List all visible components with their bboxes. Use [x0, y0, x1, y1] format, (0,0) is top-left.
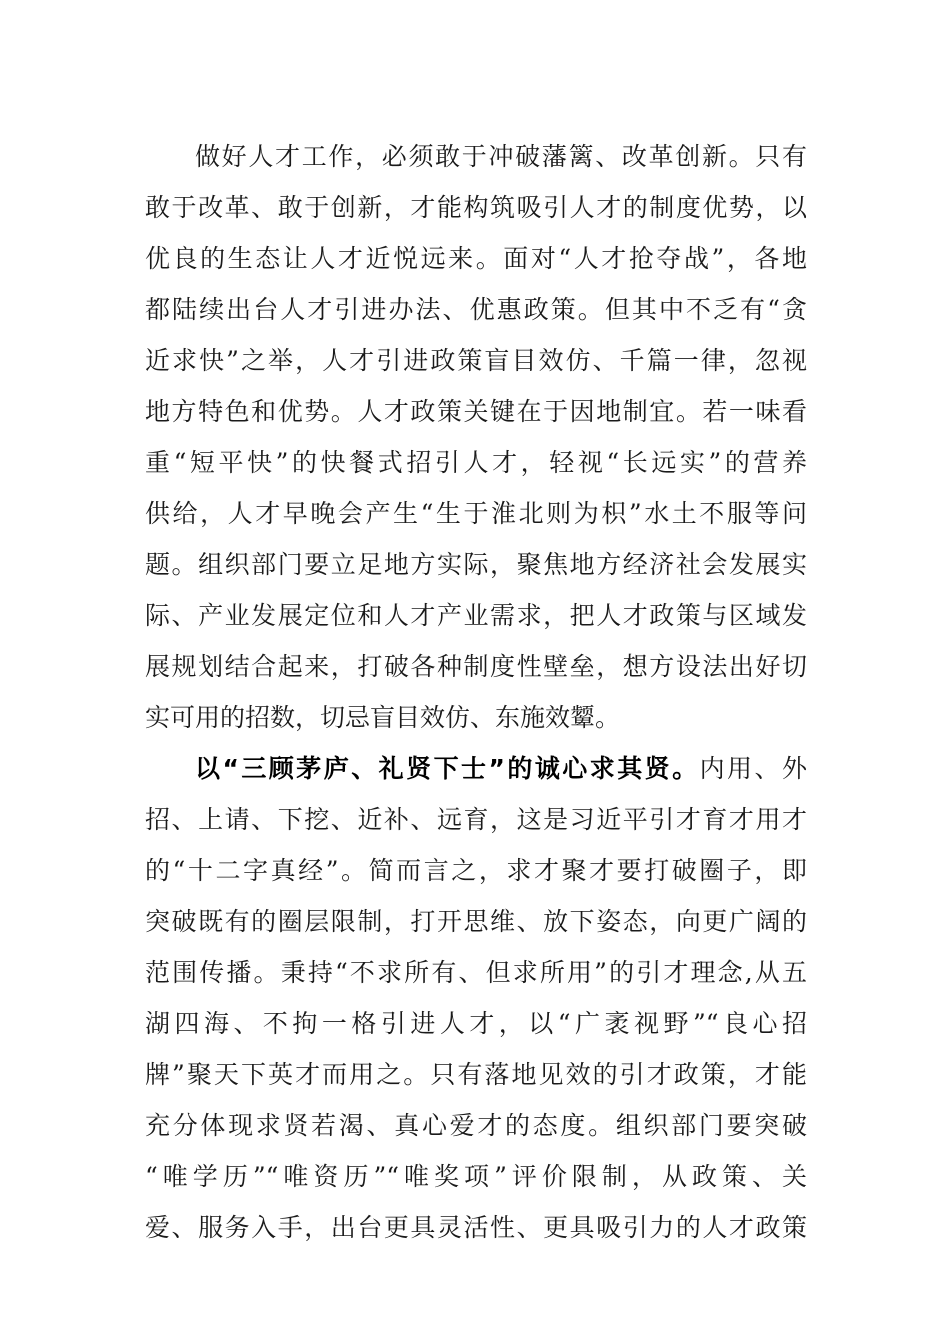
paragraph-line: 重“短平快”的快餐式招引人才，轻视“长远实”的营养	[145, 448, 807, 477]
paragraph-line: 际、产业发展定位和人才产业需求，把人才政策与区域发	[145, 601, 807, 630]
paragraph-line: “唯学历”“唯资历”“唯奖项”评价限制，从政策、关	[145, 1162, 807, 1191]
paragraph-line: 展规划结合起来，打破各种制度性壁垒，想方设法出好切	[145, 652, 807, 681]
paragraph-line: 供给，人才早晚会产生“生于淮北则为枳”水土不服等问	[145, 499, 807, 528]
paragraph-line: 做好人才工作，必须敢于冲破藩篱、改革创新。只有	[195, 142, 807, 171]
paragraph-lead-sentence: 以“三顾茅庐、礼贤下士”的诚心求其贤。	[195, 754, 700, 783]
paragraph-2	[145, 743, 807, 1253]
paragraph-line: 地方特色和优势。人才政策关键在于因地制宜。若一味看	[145, 397, 807, 426]
paragraph-line-rest: 内用、外	[699, 754, 807, 783]
paragraph-line: 近求快”之举，人才引进政策盲目效仿、千篇一律，忽视	[145, 346, 807, 375]
paragraph-first-line	[145, 743, 807, 794]
paragraph-line: 实可用的招数，切忌盲目效仿、东施效颦。	[145, 703, 621, 732]
paragraph-line: 的“十二字真经”。简而言之，求才聚才要打破圈子，即	[145, 856, 807, 885]
document-body	[145, 131, 807, 1253]
paragraph-line: 题。组织部门要立足地方实际，聚焦地方经济社会发展实	[145, 550, 807, 579]
paragraph-line: 充分体现求贤若渴、真心爱才的态度。组织部门要突破	[145, 1111, 807, 1140]
paragraph-line: 都陆续出台人才引进办法、优惠政策。但其中不乏有“贪	[145, 295, 807, 324]
paragraph-line: 牌”聚天下英才而用之。只有落地见效的引才政策，才能	[145, 1060, 807, 1089]
paragraph-1	[145, 131, 807, 743]
paragraph-line: 范围传播。秉持“不求所有、但求所用”的引才理念,从五	[145, 958, 807, 987]
paragraph-line: 敢于改革、敢于创新，才能构筑吸引人才的制度优势，以	[145, 193, 807, 222]
paragraph-line: 爱、服务入手，出台更具灵活性、更具吸引力的人才政策	[145, 1213, 807, 1242]
paragraph-line: 优良的生态让人才近悦远来。面对“人才抢夺战”，各地	[145, 244, 807, 273]
paragraph-line: 突破既有的圈层限制，打开思维、放下姿态，向更广阔的	[145, 907, 807, 936]
paragraph-line: 湖四海、不拘一格引进人才，以“广袤视野”“良心招	[145, 1009, 807, 1038]
paragraph-line: 招、上请、下挖、近补、远育，这是习近平引才育才用才	[145, 805, 807, 834]
